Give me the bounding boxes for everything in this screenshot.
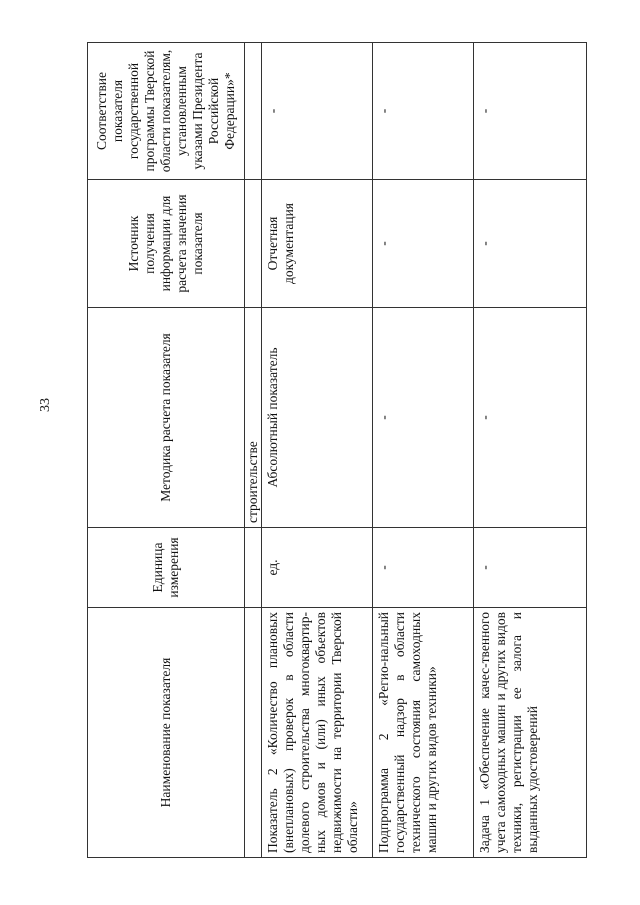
table-row — [372, 43, 473, 858]
page-number: 33 — [38, 398, 53, 412]
indicator-table — [87, 42, 587, 858]
table-row — [261, 43, 372, 858]
row-unit: - — [372, 528, 473, 608]
row-compliance: - — [261, 43, 372, 180]
row-name: Показатель 2 «Количество плановых (внеплановых) проверок в области долевого строительства многоквартир-ных домов и (или) иных объектов недвижимости на территории Тверской области» — [261, 608, 372, 858]
row-name: Задача 1 «Обеспечение качес-твенного учета самоходных машин и других видов техники, регистрации ее залога и выданных удостоверений — [473, 608, 586, 858]
row-compliance: - — [473, 43, 586, 180]
rotated-table-container — [87, 43, 587, 858]
row-source: Отчетная документация — [261, 180, 372, 308]
header-row — [88, 43, 245, 858]
header-source: Источник получения информации для расчета значения показателя — [88, 180, 245, 308]
table-row — [473, 43, 586, 858]
row-unit: - — [473, 528, 586, 608]
row-method: - — [473, 308, 586, 528]
header-method: Методика расчета показателя — [88, 308, 245, 528]
row-unit: ед. — [261, 528, 372, 608]
header-name: Наименование показателя — [88, 608, 245, 858]
header-compliance: Соответствие показателя государственной программы Тверской области показателям, установленным указами Президента Российской Федерации»* — [88, 43, 245, 180]
row-source: - — [372, 180, 473, 308]
row-source: - — [473, 180, 586, 308]
section-row — [244, 43, 261, 858]
section-label: строительстве — [244, 308, 261, 528]
row-method: Абсолютный показатель — [261, 308, 372, 528]
row-compliance: - — [372, 43, 473, 180]
header-unit: Единица измерения — [88, 528, 245, 608]
row-name: Подпрограмма 2 «Регио-нальный государственный надзор в области технического состояния самоходных машин и других видов техники» — [372, 608, 473, 858]
row-method: - — [372, 308, 473, 528]
